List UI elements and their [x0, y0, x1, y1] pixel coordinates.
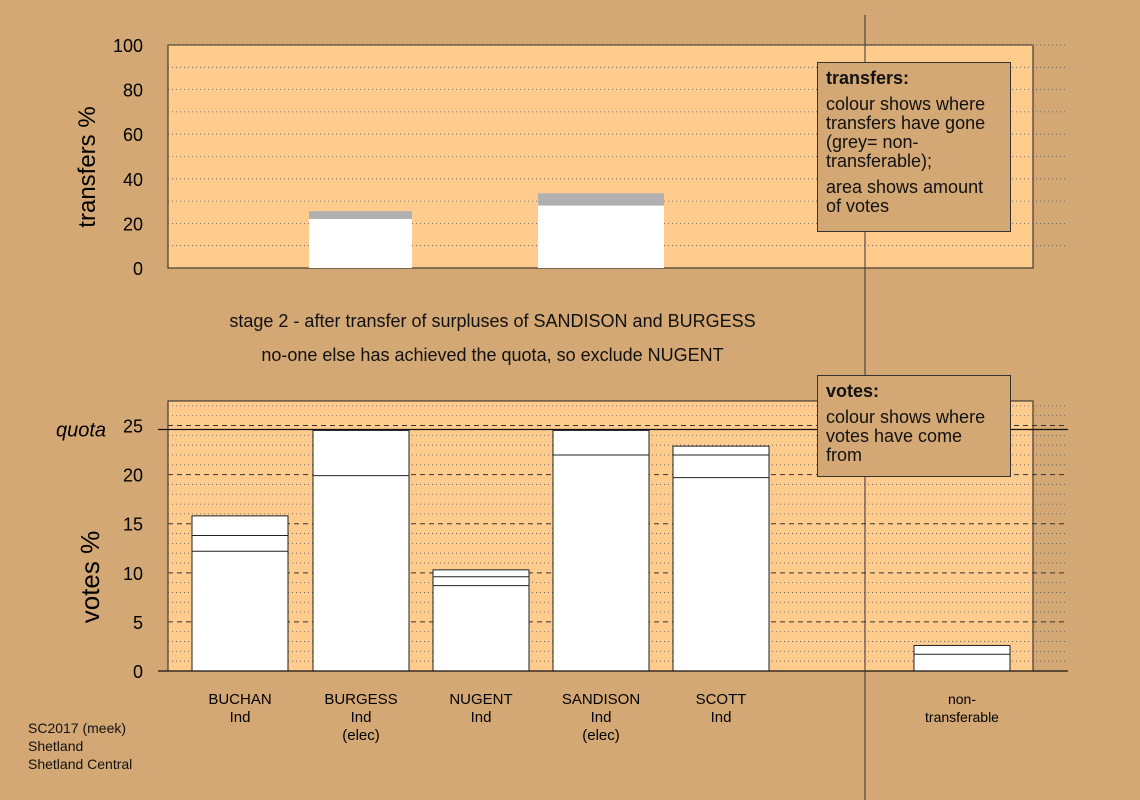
- transfers-y-tick-label: 20: [122, 214, 143, 235]
- candidate-label-line: BUCHAN: [208, 691, 272, 708]
- transfers-bar-burgess-non-transferable: [309, 211, 412, 219]
- votes-y-tick-label: 20: [122, 465, 143, 486]
- stage-subtitle: no-one else has achieved the quota, so exclude NUGENT: [261, 345, 724, 365]
- credit-line-3: Shetland Central: [28, 756, 133, 772]
- candidate-label-line: NUGENT: [449, 691, 513, 708]
- credit-line-1: SC2017 (meek): [28, 720, 127, 736]
- votes-y-tick-label: 15: [122, 514, 143, 535]
- candidate-label-line: Ind: [590, 709, 612, 726]
- transfers-y-tick-label: 100: [112, 36, 143, 56]
- transfers-bar-sandison-non-transferable: [538, 193, 664, 205]
- transfers-bar-sandison: [538, 206, 664, 268]
- candidate-label-line: Ind: [710, 709, 732, 726]
- candidate-label-line: (elec): [342, 727, 380, 744]
- transfers-legend-title: transfers:: [826, 68, 910, 88]
- stage-title: stage 2 - after transfer of surpluses of SANDISON and BURGESS: [229, 311, 756, 331]
- votes-y-tick-label: 10: [122, 563, 143, 584]
- candidate-label-line: Ind: [470, 709, 492, 726]
- candidate-label-line: transferable: [925, 709, 999, 725]
- candidate-label-line: Ind: [229, 709, 251, 726]
- votes-legend-title: votes:: [826, 381, 880, 401]
- transfers-y-tick-label: 40: [122, 169, 143, 190]
- votes-bar-sandison: [553, 430, 649, 671]
- votes-bar-non: [914, 645, 1010, 671]
- credit-line-2: Shetland: [28, 738, 84, 754]
- credit-block: [28, 719, 132, 773]
- quota-label: quota: [56, 419, 107, 442]
- candidate-label-line: non-: [947, 691, 977, 707]
- transfers-legend-text-2: area shows amount of votes: [826, 177, 984, 216]
- votes-y-tick-label: 5: [132, 612, 143, 633]
- transfers-legend-text-1: colour shows where transfers have gone (grey= non-transferable);: [826, 94, 986, 171]
- votes-bar-burgess: [313, 430, 409, 671]
- transfers-legend-box: [817, 62, 1011, 232]
- votes-y-axis-label: votes %: [75, 530, 105, 624]
- transfers-y-axis-label: transfers %: [74, 106, 101, 228]
- candidate-label-line: Ind: [350, 709, 372, 726]
- votes-y-tick-label: 0: [132, 662, 143, 682]
- votes-legend-text-1: colour shows where votes have come from: [826, 407, 986, 465]
- transfers-y-tick-label: 80: [122, 80, 143, 101]
- votes-bar-scott: [673, 446, 769, 671]
- candidate-label-line: BURGESS: [324, 691, 398, 708]
- votes-y-tick-label: 25: [122, 416, 143, 437]
- candidate-label-line: (elec): [582, 727, 620, 744]
- votes-legend-box: [817, 375, 1011, 477]
- candidate-label-line: SANDISON: [561, 691, 641, 708]
- votes-bar-nugent: [433, 570, 529, 671]
- transfers-y-tick-label: 0: [132, 259, 143, 279]
- transfers-y-tick-label: 60: [122, 125, 143, 146]
- candidate-label-line: SCOTT: [695, 691, 747, 708]
- transfers-bar-burgess: [309, 219, 412, 268]
- votes-bar-buchan: [192, 516, 288, 671]
